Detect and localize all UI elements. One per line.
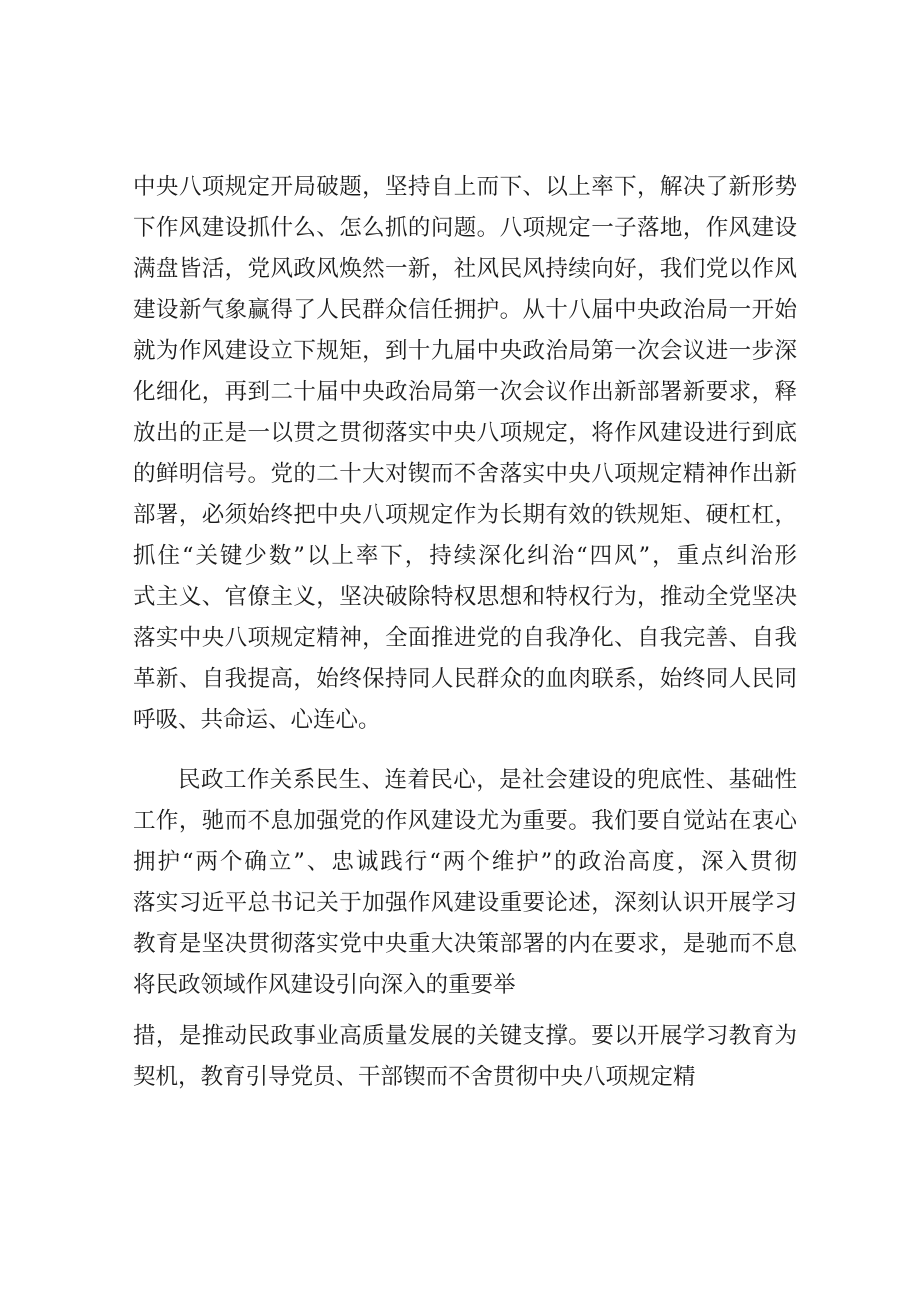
text-line: 革新、自我提高，始终保持同人民群众的血肉联系，始终同人民同 <box>133 666 797 692</box>
text-line: 落实中央八项规定精神，全面推进党的自我净化、自我完善、自我 <box>133 625 797 651</box>
text-line: 拥护“两个确立”、忠诚践行“两个维护”的政治高度，深入贯彻 <box>133 849 797 875</box>
text-line: 抓住“关键少数”以上率下，持续深化纠治“四风”，重点纠治形 <box>133 543 797 569</box>
text-line: 部署，必须始终把中央八项规定作为长期有效的铁规矩、硬杠杠， <box>133 502 797 528</box>
text-line: 化细化，再到二十届中央政治局第一次会议作出新部署新要求，释 <box>133 379 797 405</box>
text-line: 落实习近平总书记关于加强作风建设重要论述，深刻认识开展学习 <box>133 890 797 916</box>
text-line: 呼吸、共命运、心连心。 <box>133 707 381 733</box>
text-line: 工作，驰而不息加强党的作风建设尤为重要。我们要自觉站在衷心 <box>133 808 797 834</box>
text-line: 放出的正是一以贯之贯彻落实中央八项规定，将作风建设进行到底 <box>133 420 797 446</box>
text-line: 的鲜明信号。党的二十大对锲而不舍落实中央八项规定精神作出新 <box>133 461 797 487</box>
text-line: 民政工作关系民生、连着民心，是社会建设的兜底性、基础性 <box>178 767 797 793</box>
text-line: 就为作风建设立下规矩，到十九届中央政治局第一次会议进一步深 <box>133 338 797 364</box>
text-line: 满盘皆活，党风政风焕然一新，社风民风持续向好，我们党以作风 <box>133 256 797 282</box>
text-line: 契机，教育引导党员、干部锲而不舍贯彻中央八项规定精 <box>133 1064 696 1090</box>
text-line: 式主义、官僚主义，坚决破除特权思想和特权行为，推动全党坚决 <box>133 584 797 610</box>
text-line: 中央八项规定开局破题，坚持自上而下、以上率下，解决了新形势 <box>133 174 797 200</box>
text-line: 教育是坚决贯彻落实党中央重大决策部署的内在要求，是驰而不息 <box>133 931 797 957</box>
text-line: 将民政领域作风建设引向深入的重要举 <box>133 972 516 998</box>
text-line: 建设新气象赢得了人民群众信任拥护。从十八届中央政治局一开始 <box>133 297 797 323</box>
text-line: 措，是推动民政事业高质量发展的关键支撑。要以开展学习教育为 <box>133 1023 797 1049</box>
text-line: 下作风建设抓什么、怎么抓的问题。八项规定一子落地，作风建设 <box>133 215 797 241</box>
